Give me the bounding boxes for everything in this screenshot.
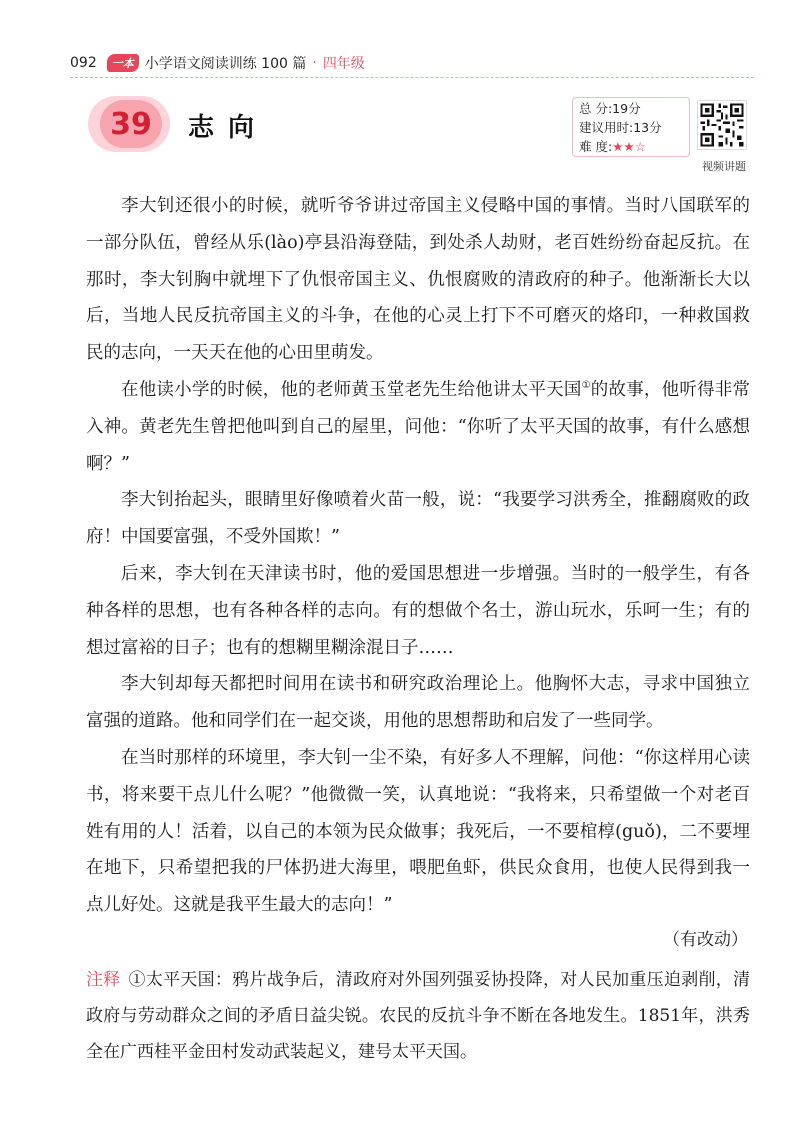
score-info-box [572,97,690,157]
source-note: （有改动） [663,930,748,950]
paragraph-2 [86,372,750,482]
header-divider [70,77,754,78]
paragraph-1: 李大钊还很小的时候，就听爷爷讲过帝国主义侵略中国的事情。当时八国联军的一部分队伍，曾经从乐(lào)亭县沿海登陆，到处杀人劫财，老百姓纷纷奋起反抗。在那时，李大钊胸中就埋下了仇恨帝国主义、仇恨腐败的清政府的种子。他渐渐长大以后，当地人民反抗帝国主义的斗争，在他的心灵上打下不可磨灭的烙印，一种救国救民的志向，一天天在他的心田里萌发。 [86,196,750,364]
paragraph-2-part-2: 的故事，他听得非常入神。黄老先生曾把他叫到自己的屋里，问他：“你听了太平天国的故事，有什么感想啊？” [86,379,751,474]
lesson-title: 志向 [188,113,269,143]
paragraph-5: 李大钊却每天都把时间用在读书和研究政治理论上。他胸怀大志，寻求中国独立富强的道路。他和同学们在一起交谈，用他的思想帮助和启发了一些同学。 [86,674,750,732]
paragraph-3: 李大钊抬起头，眼睛里好像喷着火苗一般，说：“我要学习洪秀全，推翻腐败的政府！中国要富强，不受外国欺！” [86,490,750,548]
paragraph-4: 后来，李大钊在天津读书时，他的爱国思想进一步增强。当时的一般学生，有各种各样的思想，也有各种各样的志向。有的想做个名士，游山玩水，乐呵一生；有的想过富裕的日子；也有的想糊里糊涂混日子…… [86,563,750,658]
header-separator: · [312,55,317,71]
annotation [86,962,750,1070]
qr-code-icon[interactable] [697,100,747,150]
suggested-time: 建议用时:13分 [579,120,662,135]
annotation-text: ①太平天国：鸦片战争后，清政府对外国列强妥协投降，对人民加重压迫剥削，清政府与劳动群众之间的矛盾日益尖锐。农民的反抗斗争不断在各地发生。1851年，洪秀全在广西桂平金田村发动武装起义，建号太平天国。 [86,970,751,1062]
footnote-marker: ① [581,380,591,392]
page-number: 092 [70,55,97,71]
brand-logo: 一本 [107,54,139,72]
paragraph-2-part-1: 在他读小学的时候，他的老师黄玉堂老先生给他讲太平天国 [121,379,582,400]
difficulty-label: 难 度: [579,139,613,154]
difficulty-stars-icon: ★★☆ [612,139,646,154]
total-score: 总 分:19分 [579,101,641,116]
series-title: 小学语文阅读训练 100 篇 [144,56,307,72]
page-header [70,52,365,74]
paragraph-6: 在当时那样的环境里，李大钊一尘不染，有好多人不理解，问他：“你这样用心读书，将来要干点儿什么呢？”他微微一笑，认真地说：“我将来，只希望做一个对老百姓有用的人！活着，以自己的本领为民众做事；我死后，一不要棺椁(guǒ)，二不要埋在地下，只希望把我的尸体扔进大海里，喂肥鱼虾，供民众食用，也使人民得到我一点儿好处。这就是我平生最大的志向！” [86,747,750,916]
difficulty [579,137,689,156]
article-body [86,188,750,924]
annotation-label: 注释 [86,970,121,990]
lesson-number: 39 [100,100,162,148]
qr-caption: 视频讲题 [702,160,746,173]
grade-label: 四年级 [322,56,365,72]
